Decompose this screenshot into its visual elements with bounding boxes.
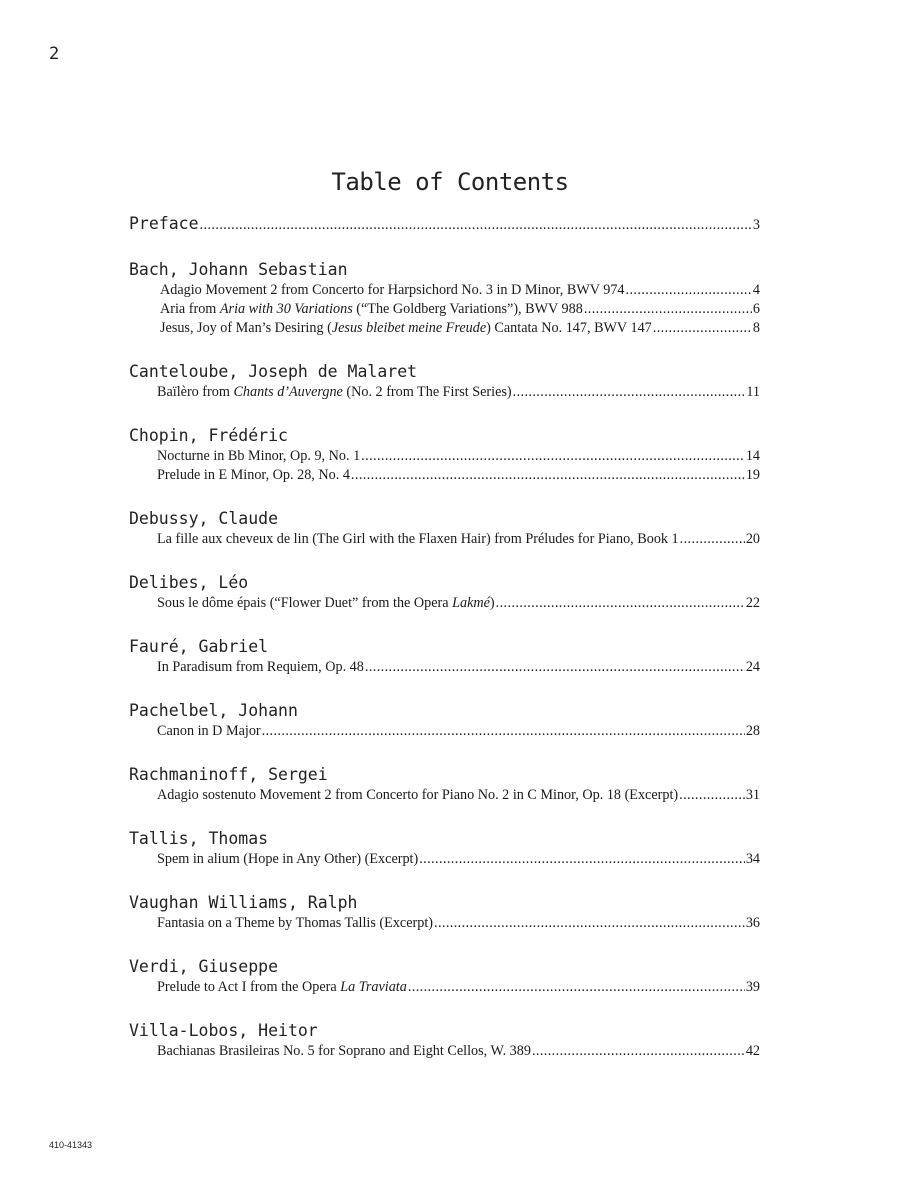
entry-page-number: 24 — [745, 659, 760, 675]
composer-heading: Chopin, Frédéric — [129, 426, 288, 445]
preface-page-number: 3 — [752, 217, 760, 233]
entry-title — [157, 1042, 531, 1061]
entry-page-number: 20 — [745, 531, 760, 547]
toc-entry[interactable] — [129, 1042, 760, 1061]
composer-heading: Canteloube, Joseph de Malaret — [129, 362, 418, 381]
entry-page-number: 8 — [752, 320, 760, 336]
entry-title-text: Fantasia on a Theme by Thomas Tallis (Excerpt) — [157, 915, 433, 931]
entry-page-number: 14 — [745, 448, 760, 464]
entry-title — [157, 447, 360, 466]
leader-dots — [680, 530, 745, 549]
entry-title-text: ) Cantata No. 147, BWV 147 — [486, 320, 652, 336]
leader-dots — [496, 594, 745, 613]
entry-page-number: 19 — [745, 467, 760, 483]
entry-title-text: Adagio sostenuto Movement 2 from Concerto for Piano No. 2 in C Minor, Op. 18 (Excerpt) — [157, 787, 679, 803]
composer-heading: Debussy, Claude — [129, 509, 279, 528]
leader-dots — [679, 786, 745, 805]
entry-title-text: Bachianas Brasileiras No. 5 for Soprano and Eight Cellos, W. 389 — [157, 1043, 531, 1059]
leader-dots — [361, 447, 745, 466]
entry-page-number: 4 — [752, 282, 760, 298]
entry-title-text: Canon in D Major — [157, 723, 261, 739]
entry-title — [160, 281, 625, 300]
composer-group — [129, 259, 760, 338]
leader-dots — [626, 281, 752, 300]
entry-title-text: Nocturne in Bb Minor, Op. 9, No. 1 — [157, 448, 361, 464]
toc-entry[interactable] — [129, 594, 760, 613]
entry-title — [157, 466, 350, 485]
preface-group — [129, 214, 760, 235]
leader-dots — [351, 466, 745, 485]
leader-dots — [419, 850, 745, 869]
composer-heading: Pachelbel, Johann — [129, 701, 298, 720]
composer-group — [129, 700, 760, 741]
entry-title — [157, 658, 364, 677]
composer-group — [129, 828, 760, 869]
leader-dots — [200, 216, 752, 235]
composer-group — [129, 636, 760, 677]
toc-entry[interactable] — [129, 658, 760, 677]
entry-title — [160, 319, 652, 338]
composer-heading: Tallis, Thomas — [129, 829, 269, 848]
entry-title-italic: Aria with 30 Variations — [219, 301, 353, 317]
toc-entry[interactable] — [129, 914, 760, 933]
entry-title — [157, 914, 433, 933]
entry-title-text: Baïlèro from — [157, 384, 234, 400]
entry-title-italic: Jesus bleibet meine Freude — [331, 320, 487, 336]
leader-dots — [513, 383, 746, 402]
entry-title — [157, 530, 679, 549]
leader-dots — [584, 300, 752, 319]
entry-title-italic: Lakmé — [452, 595, 490, 611]
entry-title-text: ) — [489, 595, 495, 611]
entry-title-italic: Chants d’Auvergne — [233, 384, 343, 400]
entry-page-number: 34 — [745, 851, 760, 867]
toc-entry[interactable] — [129, 530, 760, 549]
entry-page-number: 28 — [745, 723, 760, 739]
entry-title-text: Adagio Movement 2 from Concerto for Harpsichord No. 3 in D Minor, BWV 974 — [160, 282, 625, 298]
composer-group — [129, 361, 760, 402]
composer-heading: Bach, Johann Sebastian — [129, 260, 348, 279]
entry-title-text: Jesus, Joy of Man’s Desiring ( — [160, 320, 332, 336]
toc-entry[interactable] — [129, 319, 760, 338]
preface-entry[interactable] — [129, 214, 760, 235]
entry-title — [157, 594, 495, 613]
composer-group — [129, 892, 760, 933]
entry-page-number: 39 — [745, 979, 760, 995]
composer-group — [129, 425, 760, 485]
page-number: 2 — [49, 44, 60, 64]
composer-heading: Verdi, Giuseppe — [129, 957, 279, 976]
toc-entry[interactable] — [129, 850, 760, 869]
toc-entry[interactable] — [129, 978, 760, 997]
entry-title-text: (“The Goldberg Variations”), BWV 988 — [352, 301, 583, 317]
entry-title — [157, 978, 407, 997]
leader-dots — [408, 978, 745, 997]
composer-group — [129, 764, 760, 805]
toc-entry[interactable] — [129, 466, 760, 485]
entry-page-number: 42 — [745, 1043, 760, 1059]
leader-dots — [532, 1042, 745, 1061]
entry-title-text: Aria from — [160, 301, 220, 317]
entry-title-text: Sous le dôme épais (“Flower Duet” from the Opera — [157, 595, 453, 611]
entry-title — [160, 300, 583, 319]
leader-dots — [262, 722, 745, 741]
toc-entry[interactable] — [129, 300, 760, 319]
toc-entry[interactable] — [129, 281, 760, 300]
entry-page-number: 6 — [752, 301, 760, 317]
entry-page-number: 11 — [746, 384, 760, 400]
composer-group — [129, 956, 760, 997]
toc-entry[interactable] — [129, 786, 760, 805]
entry-page-number: 31 — [745, 787, 760, 803]
composer-heading: Delibes, Léo — [129, 573, 249, 592]
entry-title-text: (No. 2 from The First Series) — [342, 384, 512, 400]
entry-page-number: 36 — [745, 915, 760, 931]
composer-heading: Vaughan Williams, Ralph — [129, 893, 358, 912]
entry-title — [157, 786, 678, 805]
toc-entry[interactable] — [129, 383, 760, 402]
preface-label: Preface — [129, 214, 199, 233]
entry-title — [157, 722, 261, 741]
entry-title-text: Spem in alium (Hope in Any Other) (Excerpt) — [157, 851, 419, 867]
toc-entry[interactable] — [129, 722, 760, 741]
composer-heading: Fauré, Gabriel — [129, 637, 269, 656]
composer-heading: Rachmaninoff, Sergei — [129, 765, 328, 784]
leader-dots — [434, 914, 745, 933]
composer-heading: Villa-Lobos, Heitor — [129, 1021, 318, 1040]
entry-title-text: Prelude in E Minor, Op. 28, No. 4 — [157, 467, 350, 483]
composer-group — [129, 1020, 760, 1061]
table-of-contents — [129, 214, 760, 1084]
entry-title-italic: La Traviata — [340, 979, 407, 995]
entry-title — [157, 383, 512, 402]
entry-title-text: In Paradisum from Requiem, Op. 48 — [157, 659, 364, 675]
toc-entry[interactable] — [129, 447, 760, 466]
entry-page-number: 22 — [745, 595, 760, 611]
leader-dots — [653, 319, 752, 338]
page-title: Table of Contents — [331, 168, 569, 196]
leader-dots — [365, 658, 745, 677]
entry-title — [157, 850, 418, 869]
entry-title-text: La fille aux cheveux de lin (The Girl with the Flaxen Hair) from Préludes for Piano, Book 1 — [157, 531, 679, 547]
catalog-number: 410-41343 — [49, 1140, 93, 1150]
composer-group — [129, 508, 760, 549]
entry-title-text: Prelude to Act I from the Opera — [157, 979, 341, 995]
composer-group — [129, 572, 760, 613]
